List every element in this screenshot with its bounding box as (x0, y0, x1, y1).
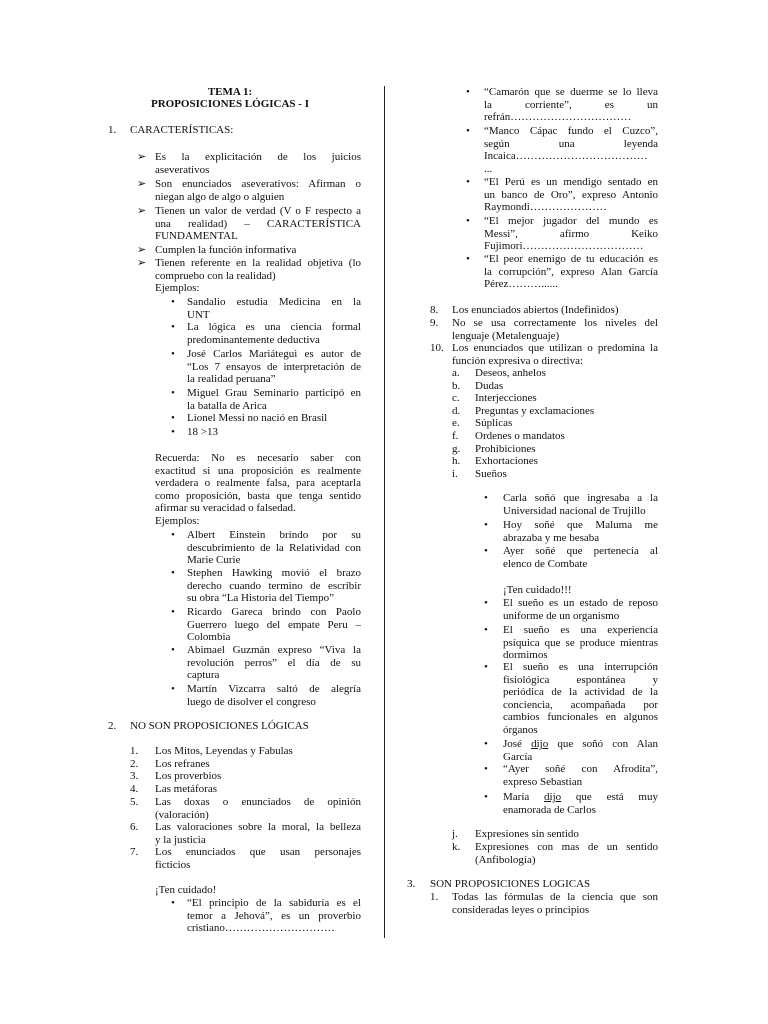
ejemplos-label: Ejemplos: (155, 282, 200, 294)
section2-number: 2. (108, 720, 117, 732)
dot-bullet-icon: • (171, 412, 175, 424)
dot-bullet-icon: • (171, 296, 175, 308)
cuidado-bullet-line: “El peor enemigo de tu educación es (484, 253, 658, 265)
s2-letter-text: Expresiones sin sentido (475, 828, 579, 840)
cuidado-bullet-line: Pérez………...... (484, 278, 558, 291)
suenos-bullet-line: Ayer soñé que pertenecía al (503, 545, 658, 557)
s1-example2-line: Guerrero luego del empate Peru – (187, 618, 361, 631)
cuidado2-bullet-line: cambios funcionales en algunos (503, 711, 658, 724)
cuidado2-bullet-line: uniforme de un organismo (503, 609, 620, 622)
cuidado-bullet-line: según una leyenda (484, 137, 658, 150)
s2-letter-text: Expresiones con mas de un sentido (475, 841, 658, 853)
s2-letter: d. (452, 404, 461, 417)
s2-item-number: 4. (130, 783, 139, 795)
dot-bullet-icon: • (484, 738, 488, 750)
s2-item-number: 6. (130, 821, 139, 833)
dot-bullet-icon: • (466, 86, 470, 98)
arrow-bullet-icon: ➢ (137, 257, 147, 269)
s1-example-line: la realidad peruana” (187, 373, 276, 386)
section1-heading: CARACTERÍSTICAS: (130, 124, 234, 136)
s1-example2-line: descubrimiento de la Relatividad con (187, 541, 361, 554)
s2-item-line: Los refranes (155, 758, 210, 770)
s2-letter: a. (452, 367, 460, 379)
s2-letter: f. (452, 430, 459, 442)
page-title-line1: TEMA 1: (207, 86, 253, 98)
s1-example2-line: Ricardo Gareca brindo con Paolo (187, 606, 361, 618)
dot-bullet-icon: • (484, 661, 488, 673)
jose-text: José (503, 738, 532, 750)
cuidado-bullet-line: Fujimori…………………………… (484, 240, 644, 253)
recuerda-line: verdadera o realmente falsa, para aceptarla (155, 477, 361, 490)
s2-itemb-line: Los enunciados abiertos (Indefinidos) (452, 304, 619, 316)
ejemplos2-label: Ejemplos: (155, 515, 200, 527)
s1-example2-line: Abimael Guzmán expreso “Viva la (187, 644, 361, 656)
dot-bullet-icon: • (171, 426, 175, 438)
s2-item-number: 2. (130, 758, 139, 770)
dot-bullet-icon: • (466, 253, 470, 265)
arrow-bullet-icon: ➢ (137, 151, 147, 163)
s2-item-number: 3. (130, 770, 139, 782)
dot-bullet-icon: • (466, 215, 470, 227)
s2-item-line: Los proverbios (155, 770, 222, 782)
cuidado2-bullet-line: El sueño es una experiencia (503, 624, 658, 636)
suenos-bullet-line: elenco de Combate (503, 557, 588, 570)
s2-letter-text: Súplicas (475, 417, 513, 430)
s1-example2-line: Martín Vizcarra saltó de alegría (187, 683, 361, 695)
s2-letter-text: Dudas (475, 379, 504, 392)
arrow-bullet-icon: ➢ (137, 244, 147, 256)
s1-example2-line: su obra “La Historia del Tiempo” (187, 592, 334, 605)
s1-bullet-line: FUNDAMENTAL (155, 230, 238, 243)
suenos-bullet-line: Hoy soñé que Maluma me (503, 519, 658, 531)
dot-bullet-icon: • (466, 125, 470, 137)
s2-letter-text: Preguntas y exclamaciones (475, 404, 595, 417)
s1-bullet-line: Cumplen la función informativa (155, 244, 297, 256)
cuidado-bullet-line: refrán…………………………… (484, 111, 632, 124)
s2-letter: g. (452, 442, 461, 455)
s1-bullet-line: Son enunciados aseverativos: Afirman o (155, 178, 361, 190)
dot-bullet-icon: • (171, 567, 175, 579)
s2-letter-text: (Anfibología) (475, 853, 536, 866)
s2-letter: k. (452, 841, 461, 853)
arrow-bullet-icon: ➢ (137, 178, 147, 190)
dot-bullet-icon: • (484, 545, 488, 557)
maria-line1 (503, 791, 658, 803)
maria-text: María (503, 791, 545, 803)
s2-item-line: y la justicia (155, 833, 206, 846)
cuidado-bullet-line: Raymondi………………… (484, 201, 607, 214)
s2-letter: c. (452, 392, 460, 405)
s1-example2-line: Marie Curie (187, 554, 241, 567)
s1-example2-line: captura (187, 669, 220, 682)
cuidado-label: ¡Ten cuidado! (155, 884, 217, 896)
s3-item-number: 1. (430, 891, 439, 903)
s2-letter-text: Exhortaciones (475, 455, 538, 468)
s1-example2-line: Stephen Hawking movió el brazo (187, 567, 361, 579)
s1-example2-line: Albert Einstein brindo por su (187, 529, 361, 541)
s1-bullet-line: Tienen un valor de verdad (V o F respecto a (155, 205, 361, 217)
s2-item-number: 8. (430, 304, 439, 316)
s1-example-line: José Carlos Mariátegui es autor de (187, 348, 361, 360)
s2-letter-text: Sueños (475, 467, 507, 480)
ayer-bullet-line: expreso Sebastian (503, 775, 583, 788)
cuidado-bullet-line: “Manco Cápac fundo el Cuzco”, (484, 125, 658, 137)
dot-bullet-icon: • (484, 791, 488, 803)
s2-letter: b. (452, 379, 461, 392)
cuidado-bullet-line: la corriente”, es un (484, 98, 658, 111)
dot-bullet-icon: • (171, 348, 175, 360)
s1-example2-line: derecho cuando termino de escribir (187, 579, 361, 592)
s1-bullet-line: compruebo con la realidad) (155, 269, 276, 282)
s1-bullet-line: aseverativos (155, 163, 210, 176)
ayer-bullet-line: “Ayer soñé con Afrodita”, (503, 763, 658, 775)
recuerda-line: exactitud si una proposición es realmente (155, 464, 361, 477)
s1-example-line: Sandalio estudia Medicina en la (187, 296, 361, 308)
cuidado2-label: ¡Ten cuidado!!! (503, 584, 572, 596)
s2-item-number: 5. (130, 796, 139, 808)
s1-example-line: Miguel Grau Seminario participó en (187, 387, 361, 399)
cuidado-bullet-line: un banco de Oro”, expreso Antonio (484, 188, 658, 201)
s3-item-line: Todas las fórmulas de la ciencia que son (452, 891, 658, 903)
s2-item-number: 7. (130, 846, 139, 858)
s2-letter-text: Interjecciones (475, 392, 537, 405)
cuidado-bullet-line: cristiano………………………… (187, 922, 335, 935)
cuidado-bullet-line: Messi”, afirmo Keiko (484, 227, 658, 240)
s1-example-line: UNT (187, 308, 210, 321)
section3-number: 3. (407, 878, 416, 890)
dot-bullet-icon: • (484, 624, 488, 636)
cuidado2-bullet-line: conciencia, acompañada por (503, 698, 658, 711)
suenos-bullet-line: Carla soñó que ingresaba a la (503, 492, 658, 504)
maria-text-rest: que está muy (561, 791, 658, 803)
dot-bullet-icon: • (171, 321, 175, 333)
s1-example-line: “Los 7 ensayos de interpretación de (187, 360, 361, 373)
cuidado2-bullet-line: El sueño es una interrupción (503, 661, 658, 673)
section2-heading: NO SON PROPOSICIONES LÓGICAS (130, 720, 309, 732)
s2-letter-text: Ordenes o mandatos (475, 430, 565, 442)
page-title-line2: PROPOSICIONES LÓGICAS - I (150, 98, 309, 110)
recuerda-line: afirmar su veracidad o falsedad. (155, 502, 296, 515)
dot-bullet-icon: • (484, 597, 488, 609)
s1-bullet-line: una realidad) – CARACTERÍSTICA (155, 217, 361, 230)
s2-letter: e. (452, 417, 460, 430)
s2-letter-text: Deseos, anhelos (475, 367, 546, 379)
s2-item-line: Las valoraciones sobre la moral, la belleza (155, 821, 361, 833)
jose-line2: García (503, 750, 533, 763)
s2-item-number: 9. (430, 317, 439, 329)
s1-bullet-line: Tienen referente en la realidad objetiva (lo (155, 257, 361, 269)
dot-bullet-icon: • (171, 529, 175, 541)
cuidado2-bullet-line: dormimos (503, 649, 548, 662)
jose-line1 (503, 738, 658, 750)
cuidado-bullet-line: “El mejor jugador del mundo es (484, 215, 658, 227)
s1-example2-line: Colombia (187, 631, 231, 644)
dot-bullet-icon: • (171, 683, 175, 695)
s2-item-line: Los Mitos, Leyendas y Fabulas (155, 745, 293, 757)
s3-item-line: consideradas leyes o principios (452, 903, 590, 916)
recuerda-line: como proposición, basta que tenga sentido (155, 489, 361, 502)
s1-example-line: la batalla de Arica (187, 399, 267, 412)
s2-itemb-line: Los enunciados que utilizan o predomina la (452, 342, 658, 354)
cuidado2-bullet-line: órganos (503, 724, 538, 736)
maria-line2: enamorada de Carlos (503, 803, 596, 816)
s2-itemb-line: función expresiva o directiva: (452, 354, 584, 367)
cuidado-bullet-line: temor a Jehová”, es un proverbio (187, 909, 361, 922)
cuidado-bullet-line: “El Perú es un mendigo sentado en (484, 176, 658, 188)
s2-letter: j. (452, 828, 458, 840)
s1-example-line: Lionel Messi no nació en Brasil (187, 412, 328, 424)
s2-item-line: Las metáforas (155, 783, 217, 795)
dot-bullet-icon: • (484, 492, 488, 504)
cuidado2-bullet-line: periódica de la actividad de la (503, 686, 658, 699)
cuidado2-bullet-line: fisiológica espontánea y (503, 673, 658, 686)
jose-text-rest: que soñó con Alan (548, 738, 658, 750)
column-divider (384, 86, 385, 938)
dot-bullet-icon: • (171, 644, 175, 656)
dot-bullet-icon: • (171, 897, 175, 909)
cuidado-bullet-line: ... (484, 162, 493, 175)
s2-letter: i. (452, 467, 458, 480)
cuidado-bullet-line: “El principio de la sabiduría es el (187, 897, 361, 909)
suenos-bullet-line: Universidad nacional de Trujillo (503, 504, 646, 517)
dot-bullet-icon: • (484, 519, 488, 531)
s1-bullet-line: niegan algo de algo o alguien (155, 190, 285, 203)
s2-item-number: 10. (430, 342, 444, 354)
dot-bullet-icon: • (484, 763, 488, 775)
s2-item-line: Los enunciados que usan personajes (155, 846, 361, 858)
dot-bullet-icon: • (171, 387, 175, 399)
s2-itemb-line: No se usa correctamente los niveles del (452, 317, 658, 329)
dot-bullet-icon: • (466, 176, 470, 188)
cuidado2-bullet-line: psíquica que se produce mientras (503, 636, 658, 649)
s1-bullet-line: Es la explicitación de los juicios (155, 151, 361, 163)
jose-underlined-word: dijo (531, 738, 549, 750)
s2-item-line: (valoración) (155, 808, 209, 821)
cuidado-bullet-line: “Camarón que se duerme se lo lleva (484, 86, 658, 98)
section3-heading: SON PROPOSICIONES LOGICAS (430, 878, 591, 890)
s2-letter: h. (452, 455, 461, 468)
s2-item-line: Las doxas o enunciados de opinión (155, 796, 361, 808)
dot-bullet-icon: • (171, 606, 175, 618)
s1-example-line: predominantemente deductiva (187, 333, 320, 346)
section1-number: 1. (108, 124, 117, 136)
s2-letter-text: Prohibiciones (475, 442, 536, 455)
maria-underlined-word: dijo (544, 791, 562, 803)
s1-example-line: La lógica es una ciencia formal (187, 321, 361, 333)
suenos-bullet-line: abrazaba y me besaba (503, 531, 600, 544)
s2-item-line: ficticios (155, 858, 191, 871)
s2-item-number: 1. (130, 745, 139, 757)
arrow-bullet-icon: ➢ (137, 205, 147, 217)
s1-example2-line: revolución perros” el día de su (187, 656, 361, 669)
recuerda-line: Recuerda: No es necesario saber con (155, 452, 361, 464)
s1-example-line: 18 >13 (187, 426, 218, 438)
cuidado2-bullet-line: El sueño es un estado de reposo (503, 597, 658, 609)
cuidado-bullet-line: la corrupción”, expreso Alan García (484, 265, 658, 278)
s2-itemb-line: lenguaje (Metalenguaje) (452, 329, 560, 342)
cuidado-bullet-line: Incaica……………………………… (484, 150, 648, 163)
s1-example2-line: luego de disolver el congreso (187, 695, 316, 708)
